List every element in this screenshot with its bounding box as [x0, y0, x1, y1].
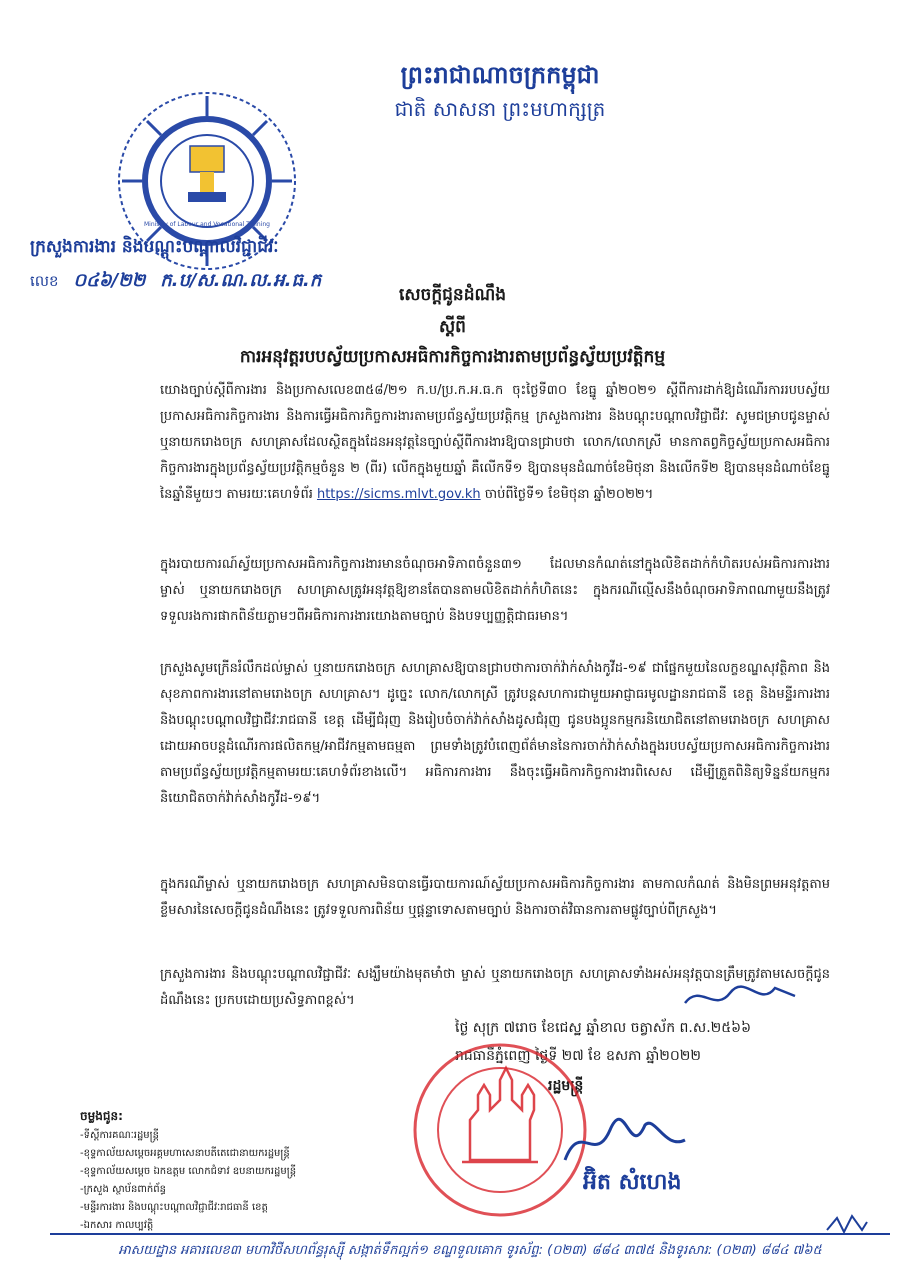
cc-item: -ខុទ្ទកាល័យសម្តេចអគ្គមហាសេនាបតីតេជោនាយករដ្ឋមន្ត្រី: [80, 1148, 290, 1159]
page-initials: [822, 1210, 872, 1240]
signer-position: រដ្ឋមន្ត្រី: [548, 1078, 584, 1094]
solar-date: រាជធានីភ្នំពេញ ថ្ងៃទី ២៧ ខែ ឧសភា ឆ្នាំ២០២២: [455, 1048, 701, 1064]
ref-suffix: ក.ប/ស.ណ.ល.អ.ធ.ក: [160, 270, 322, 291]
lunar-date: ថ្ងៃ សុក្រ ៧រោច ខែជេស្ឋ ឆ្នាំខាល ចត្វាស័ក ព.ស.២៥៦៦: [455, 1020, 751, 1036]
footer-divider: [50, 1233, 890, 1235]
paragraph-3: ក្រសួងសូមក្រើនរំលឹកដល់ម្ចាស់ ឬនាយករោងចក្រ សហគ្រាសឱ្យបានជ្រាបថាការចាក់វ៉ាក់សាំងកូវីដ-១៩ ជាផ្នែកមួយនៃលក្ខខណ្ឌសុវត្ថិភាព និងសុខភាពការងារនៅតាមរោងចក្រ សហគ្រាស។ ដូច្នេះ លោក/លោកស្រី ត្រូវបន្តសហការជាមួយអាជ្ញាធរមូលដ្ឋានរាជធានី ខេត្ត និងមន្ទីរការងារនិងបណ្តុះបណ្តាលវិជ្ជាជីវៈរាជធានី ខេត្ត ដើម្បីជំរុញ និងរៀបចំចាក់វ៉ាក់សាំងដូសជំរុញ ជូនបងប្អូនកម្មករនិយោជិតនៅតាមរោងចក្រ សហគ្រាស ដោយអាចបន្តដំណើរការផលិតកម្ម/អាជីវកម្មតាមធម្មតា ព្រមទាំងត្រូវបំពេញព័ត៌មាននៃការចាក់វ៉ាក់សាំងក្នុងរបបស្វ័យប្រកាសអធិការកិច្ចការងារតាមប្រព័ន្ធស្វ័យប្រវត្តិកម្មតាមរយៈគេហទំព័រខាងលើ។ អធិការការងារ នឹងចុះធ្វើអធិការកិច្ចការងារពិសេស ដើម្បីត្រួតពិនិត្យទិន្នន័យកម្មករនិយោជិតចាក់វ៉ាក់សាំងកូវីដ-១៩។: [160, 661, 830, 806]
paragraph-5: ក្រសួងការងារ និងបណ្តុះបណ្តាលវិជ្ជាជីវៈ សង្ឃឹមយ៉ាងមុតមាំថា ម្ចាស់ ឬនាយករោងចក្រ សហគ្រាសទាំងអស់អនុវត្តបានត្រឹមត្រូវតាមសេចក្តីជូនដំណឹងនេះ ប្រកបដោយប្រសិទ្ធភាពខ្ពស់។: [160, 967, 830, 1008]
cc-item: -មន្ទីរការងារ និងបណ្តុះបណ្តាលវិជ្ជាជីវៈរាជធានី ខេត្ត: [80, 1202, 268, 1213]
minister-signature: [555, 1110, 695, 1170]
paragraph-1-end: ចាប់ពីថ្ងៃទី១ ខែមិថុនា ឆ្នាំ២០២២។: [480, 487, 654, 502]
footer-address: អាសយដ្ឋាន អគារលេខ៣ មហាវិថីសហព័ន្ធរុស្ស៊ី សង្កាត់ទឹកល្អក់១ ខណ្ឌទួលគោក ទូរស័ព្ទ: (០២៣) ៨៨៤ ៣៧៥ និងទូរសារ: (០២៣) ៨៨៤ ៧៦៥: [118, 1243, 822, 1258]
ref-number: ០៤៦/២២: [73, 270, 146, 291]
cc-item: -ក្រសួង ស្ថាប័នពាក់ព័ន្ធ: [80, 1184, 166, 1195]
national-motto: ជាតិ សាសនា ព្រះមហាក្សត្រ: [394, 97, 606, 121]
ministry-name: ក្រសួងការងារ និងបណ្តុះបណ្តាលវិជ្ជាជីវៈ: [30, 237, 279, 257]
notice-subject: ការអនុវត្តរបបស្វ័យប្រកាសអធិការកិច្ចការងារតាមប្រព័ន្ធស្វ័យប្រវត្តិកម្ម: [239, 347, 666, 367]
initial-signature: [680, 978, 800, 1018]
signer-name: អ៊ិត សំហេង: [583, 1170, 682, 1195]
kingdom-title: ព្រះរាជាណាចក្រកម្ពុជា: [400, 61, 600, 89]
cc-item: -ខុទ្ទកាល័យសម្តេច ឯកឧត្តម លោកជំទាវ ឧបនាយករដ្ឋមន្ត្រី: [80, 1166, 297, 1177]
paragraph-1-text: យោងច្បាប់ស្តីពីការងារ និងប្រកាសលេខ៣៥៨/២១ ក.ប/ប្រ.ក.អ.ធ.ក ចុះថ្ងៃទី៣០ ខែធ្នូ ឆ្នាំ២០២១ ស្តីពីការដាក់ឱ្យដំណើរការរបបស្វ័យប្រកាសអធិការកិច្ចការងារ និងការធ្វើអធិការកិច្ចការងារតាមប្រព័ន្ធស្វ័យប្រវត្តិកម្ម ក្រសួងការងារ និងបណ្តុះបណ្តាលវិជ្ជាជីវៈ សូមជម្រាបជូនម្ចាស់ ឬនាយករោងចក្រ សហគ្រាសដែលស្ថិតក្នុងដែនអនុវត្តនៃច្បាប់ស្តីពីការងារឱ្យបានជ្រាបថា លោក/លោកស្រី មានកាតព្វកិច្ចស្វ័យប្រកាសអធិការកិច្ចការងារក្នុងប្រព័ន្ធស្វ័យប្រវត្តិកម្មចំនួន ២ (ពីរ) លើកក្នុងមួយឆ្នាំ គឺលើកទី១ ឱ្យបានមុនដំណាច់ខែមិថុនា និងលើកទី២ ឱ្យបានមុនដំណាច់ខែធ្នូ នៃឆ្នាំនីមួយៗ តាមរយៈគេហទំព័រ: [160, 383, 830, 502]
cc-item: -ឯកសារ កាលប្បវត្តិ: [80, 1220, 154, 1231]
paragraph-2: ក្នុងរបាយការណ៍ស្វ័យប្រកាសអធិការកិច្ចការងារមានចំណុចអាទិភាពចំនួន៣១ ដែលមានកំណត់នៅក្នុងលិខិតដាក់កំហិតរបស់អធិការការងារ ម្ចាស់ ឬនាយករោងចក្រ សហគ្រាសត្រូវអនុវត្តឱ្យខានតែបានតាមលិខិតដាក់កំហិតនេះ ក្នុងករណីល្មើសនឹងចំណុចអាទិភាពណាមួយនឹងត្រូវទទួលរងការផាកពិន័យភ្លាមៗពីអធិការការងារយោងតាមច្បាប់ និងបទប្បញ្ញត្តិជាធរមាន។: [160, 557, 830, 624]
paragraph-1: [160, 378, 830, 508]
notice-title: សេចក្តីជូនដំណឹង: [398, 285, 507, 305]
website-link[interactable]: https://sicms.mlvt.gov.kh: [316, 487, 481, 502]
paragraph-4: ក្នុងករណីម្ចាស់ ឬនាយករោងចក្រ សហគ្រាសមិនបានធ្វើរបាយការណ៍ស្វ័យប្រកាសអធិការកិច្ចការងារ តាមកាលកំណត់ និងមិនព្រមអនុវត្តតាមខ្លឹមសារនៃសេចក្តីជូនដំណឹងនេះ ត្រូវទទួលការពិន័យ ឬផ្តន្ទាទោសតាមច្បាប់ និងការចាត់វិធានការតាមផ្លូវច្បាប់ពីក្រសួង។: [160, 877, 830, 918]
ref-label: លេខ: [30, 272, 59, 290]
cc-title: ចម្លងជូន:: [80, 1109, 123, 1123]
notice-about: ស្តីពី: [439, 317, 466, 337]
logo-text: Ministry of Labour and Vocational Training: [144, 221, 270, 228]
cc-item: -ទីស្តីការគណៈរដ្ឋមន្ត្រី: [80, 1130, 159, 1141]
